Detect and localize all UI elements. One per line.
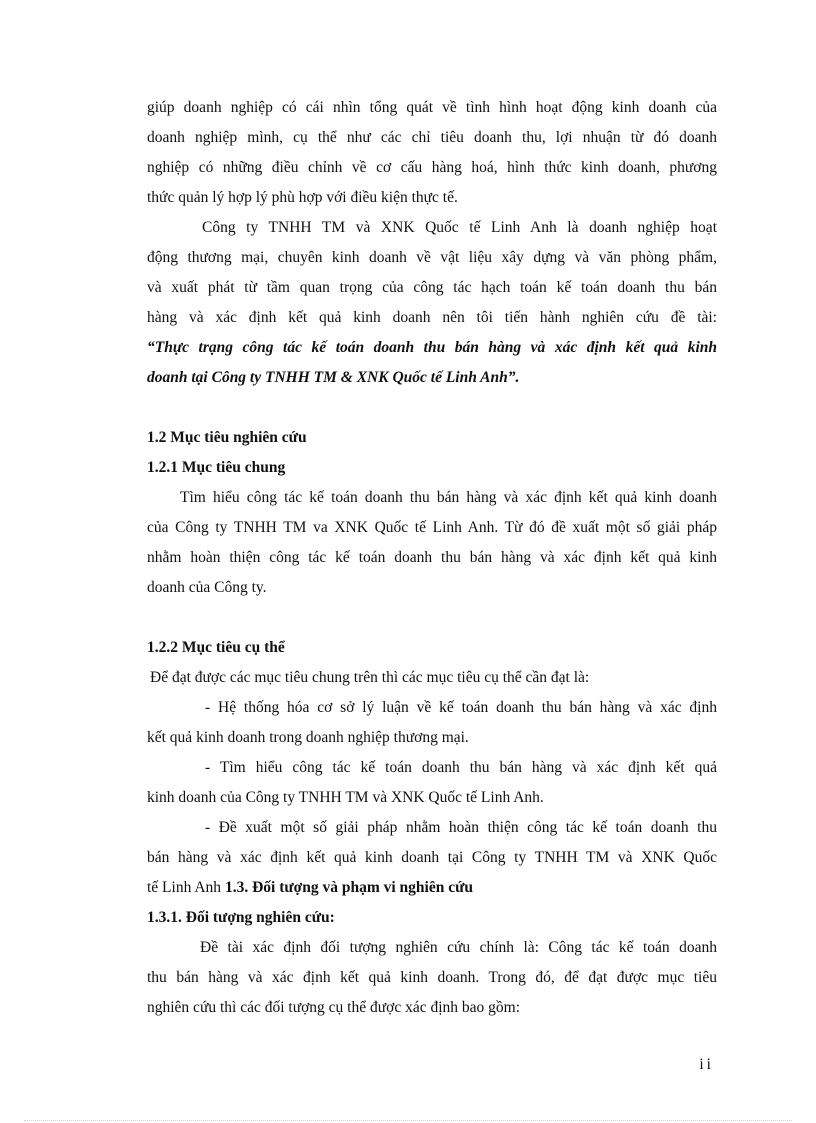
- paragraph-line: nghiệp có những điều chỉnh về cơ cấu hàng hoá, hình thức kinh doanh, phương: [147, 159, 717, 176]
- paragraph-line: Để đạt được các mục tiêu chung trên thì các mục tiêu cụ thể cần đạt là:: [150, 669, 590, 686]
- paragraph-line: hàng và xác định kết quả kinh doanh nên tôi tiến hành nghiên cứu đề tài:: [147, 309, 717, 326]
- list-item-cont: bán hàng và xác định kết quả kinh doanh tại Công ty TNHH TM và XNK Quốc: [147, 849, 717, 866]
- section-heading-1-2-2: 1.2.2 Mục tiêu cụ thể: [147, 639, 285, 656]
- list-item: - Hệ thống hóa cơ sở lý luận về kế toán doanh thu bán hàng và xác định: [205, 699, 717, 716]
- paragraph-line: thức quản lý hợp lý phù hợp với điều kiện thực tế.: [147, 189, 458, 206]
- footer-divider: [24, 1120, 792, 1121]
- section-heading-1-2-1: 1.2.1 Mục tiêu chung: [147, 459, 286, 476]
- list-item-end: tế Linh Anh: [147, 879, 225, 896]
- paragraph-line: nhằm hoàn thiện công tác kế toán doanh thu bán hàng và xác định kết quả kinh: [147, 549, 717, 566]
- research-topic-line: doanh tại Công ty TNHH TM & XNK Quốc tế Linh Anh”.: [147, 369, 520, 386]
- list-item: - Đề xuất một số giải pháp nhằm hoàn thiện công tác kế toán doanh thu: [205, 819, 717, 836]
- page-number: ii: [699, 1056, 714, 1073]
- paragraph-line: động thương mại, chuyên kinh doanh về vật liệu xây dựng và văn phòng phẩm,: [147, 249, 717, 266]
- list-item: - Tìm hiểu công tác kế toán doanh thu bán hàng và xác định kết quả: [205, 759, 717, 776]
- paragraph-line: thu bán hàng và xác định kết quả kinh doanh. Trong đó, để đạt được mục tiêu: [147, 969, 717, 986]
- paragraph-line: nghiên cứu thì các đối tượng cụ thể được xác định bao gồm:: [147, 999, 521, 1016]
- paragraph-line: của Công ty TNHH TM va XNK Quốc tế Linh Anh. Từ đó đề xuất một số giải pháp: [147, 519, 717, 536]
- research-topic-line: “Thực trạng công tác kế toán doanh thu bán hàng và xác định kết quả kinh: [147, 339, 717, 356]
- paragraph-line: Đề tài xác định đối tượng nghiên cứu chính là: Công tác kế toán doanh: [200, 939, 717, 956]
- paragraph-line: giúp doanh nghiệp có cái nhìn tổng quát về tình hình hoạt động kinh doanh của: [147, 99, 717, 116]
- paragraph-line: doanh của Công ty.: [147, 579, 267, 596]
- list-item-cont: kết quả kinh doanh trong doanh nghiệp thương mại.: [147, 729, 469, 746]
- list-item-cont: kinh doanh của Công ty TNHH TM và XNK Quốc tế Linh Anh.: [147, 789, 544, 806]
- section-heading-1-3-1: 1.3.1. Đối tượng nghiên cứu:: [147, 909, 335, 926]
- section-heading-1-3: 1.3. Đối tượng và phạm vi nghiên cứu: [224, 879, 474, 896]
- paragraph-line: Tìm hiểu công tác kế toán doanh thu bán hàng và xác định kết quả kinh doanh: [180, 489, 717, 506]
- mixed-line: [147, 876, 717, 900]
- paragraph-line: doanh nghiệp mình, cụ thể như các chỉ tiêu doanh thu, lợi nhuận từ đó doanh: [147, 129, 717, 146]
- paragraph-line: Công ty TNHH TM và XNK Quốc tế Linh Anh là doanh nghiệp hoạt: [202, 219, 717, 236]
- section-heading-1-2: 1.2 Mục tiêu nghiên cứu: [147, 429, 307, 446]
- paragraph-line: và xuất phát từ tầm quan trọng của công tác hạch toán kế toán doanh thu bán: [147, 279, 717, 296]
